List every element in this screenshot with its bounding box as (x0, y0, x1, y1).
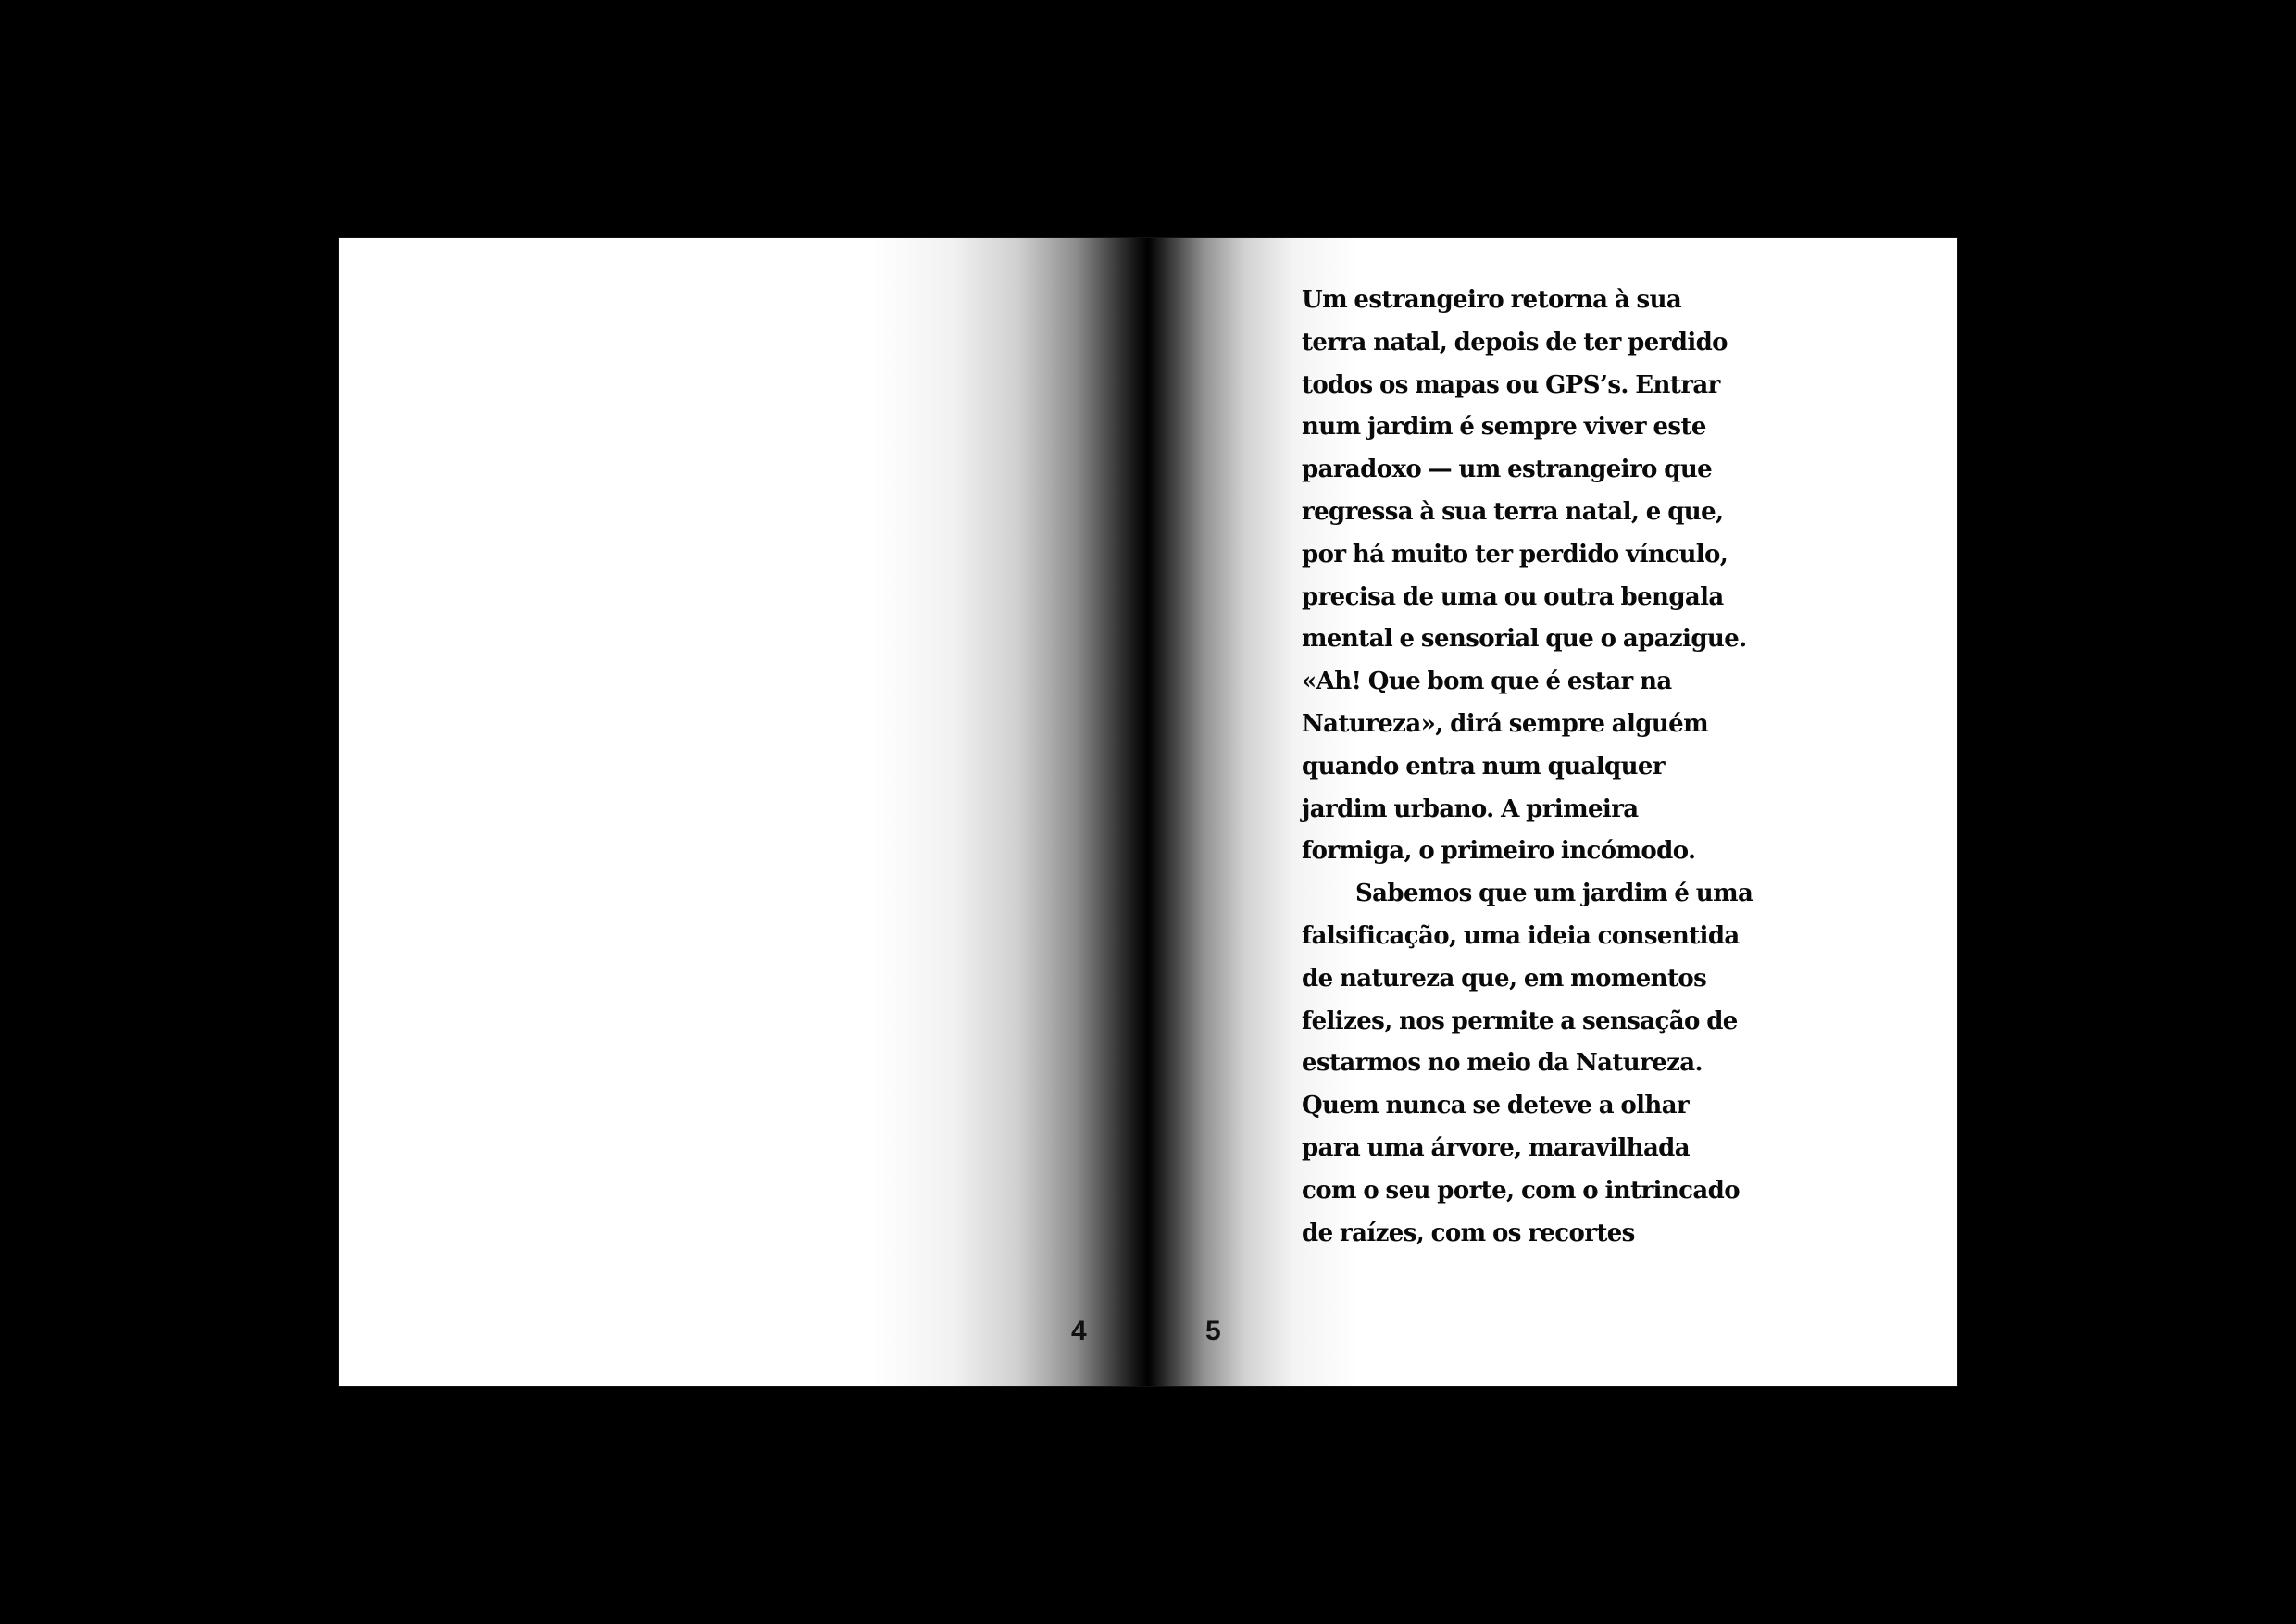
text-line: estarmos no meio da Natureza. (1302, 1049, 1703, 1078)
text-line: para uma árvore, maravilhada (1302, 1133, 1691, 1162)
text-line: de raízes, com os recortes (1302, 1218, 1635, 1247)
text-line: todos os mapas ou GPS’s. Entrar (1302, 370, 1720, 399)
text-line: terra natal, depois de ter perdido (1302, 328, 1728, 356)
text-line: de natureza que, em momentos (1302, 964, 1707, 993)
text-line: num jardim é sempre viver este (1302, 413, 1706, 442)
text-line: paradoxo — um estrangeiro que (1302, 456, 1713, 484)
text-line: mental e sensorial que o apazigue. (1302, 625, 1747, 654)
text-line: Um estrangeiro retorna à sua (1302, 286, 1682, 314)
text-line: por há muito ter perdido vínculo, (1302, 540, 1728, 568)
text-line: com o seu porte, com o intrincado (1302, 1176, 1740, 1205)
text-line: Sabemos que um jardim é uma (1355, 880, 1753, 908)
text-line: «Ah! Que bom que é estar na (1302, 668, 1672, 696)
text-line: formiga, o primeiro incómodo. (1302, 837, 1696, 866)
left-page (339, 238, 1148, 1386)
text-line: quando entra num qualquer (1302, 752, 1665, 781)
page-number-left: 4 (1071, 1316, 1087, 1346)
text-line: regressa à sua terra natal, e que, (1302, 497, 1724, 526)
text-line: Natureza», dirá sempre alguém (1302, 709, 1709, 738)
body-text (1302, 280, 1931, 1255)
text-line: Quem nunca se deteve a olhar (1302, 1092, 1690, 1120)
page-number-right: 5 (1205, 1316, 1221, 1346)
text-line: felizes, nos permite a sensação de (1302, 1006, 1738, 1035)
text-line: falsificação, uma ideia consentida (1302, 921, 1740, 950)
text-line: jardim urbano. A primeira (1302, 794, 1639, 823)
text-line: precisa de uma ou outra bengala (1302, 582, 1724, 611)
